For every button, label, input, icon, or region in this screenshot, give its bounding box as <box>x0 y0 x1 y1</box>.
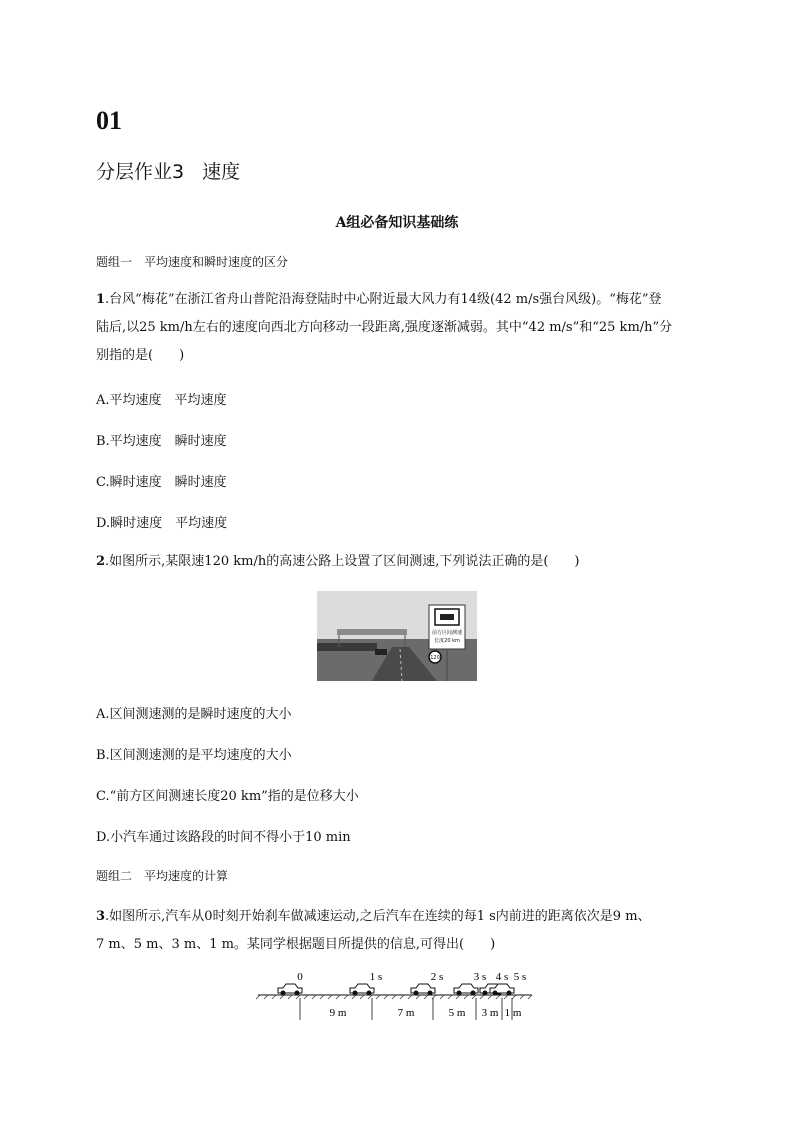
q2-option-a[interactable]: A.区间测速测的是瞬时速度的大小 <box>96 707 292 722</box>
time-label-3: 3 s <box>473 971 487 983</box>
group-2-label: 题组二 平均速度的计算 <box>96 869 229 883</box>
car-icon-1 <box>350 984 374 995</box>
q1-option-a[interactable]: A.平均速度 平均速度 <box>96 393 227 408</box>
car-icon-0 <box>278 984 302 995</box>
question-3 <box>96 903 696 959</box>
time-label-4: 4 s <box>495 971 509 983</box>
q1-option-b[interactable]: B.平均速度 瞬时速度 <box>96 434 227 449</box>
time-label-5: 5 s <box>513 971 527 983</box>
q1-number: 1 <box>96 292 106 307</box>
q2-number: 2 <box>96 554 106 569</box>
q2-text: .如图所示,某限速120 km/h的高速公路上设置了区间测速,下列说法正确的是( ) <box>105 554 580 569</box>
question-1 <box>96 286 696 370</box>
highway-photo <box>317 591 477 681</box>
title-part1: 分层作业3 <box>96 161 185 183</box>
q3-line1: .如图所示,汽车从0时刻开始刹车做减速运动,之后汽车在连续的每1 s内前进的距离依次是9 m、 <box>105 909 651 924</box>
car-icon-3 <box>454 984 478 995</box>
q1-option-c[interactable]: C.瞬时速度 瞬时速度 <box>96 475 227 490</box>
braking-diagram <box>256 968 534 1023</box>
speed-limit-sign: 120 <box>430 655 440 661</box>
chapter-number: 01 <box>96 106 122 135</box>
sign-text-2: 长度20 km <box>434 638 460 644</box>
distance-label-4: 1 m <box>504 1007 522 1019</box>
car-icon-2 <box>411 984 435 995</box>
q2-option-b[interactable]: B.区间测速测的是平均速度的大小 <box>96 748 292 763</box>
section-title: A组必备知识基础练 <box>335 215 459 231</box>
question-2 <box>96 548 696 576</box>
sign-text-1: 前方区间测速 <box>431 630 463 636</box>
time-label-2: 2 s <box>430 971 444 983</box>
q3-number: 3 <box>96 909 106 924</box>
q1-line1: 1.台风“梅花”在浙江省舟山普陀沿海登陆时中心附近最大风力有14级(42 m/s强台风级)。“梅花”登 <box>96 292 662 307</box>
distance-label-3: 3 m <box>481 1007 499 1019</box>
time-label-0: 0 <box>297 971 303 983</box>
q3-line2: 7 m、5 m、3 m、1 m。某同学根据题目所提供的信息,可得出( ) <box>96 937 496 952</box>
q1-option-d[interactable]: D.瞬时速度 平均速度 <box>96 516 228 531</box>
distance-label-0: 9 m <box>329 1007 347 1019</box>
q1-line2: 陆后,以25 km/h左右的速度向西北方向移动一段距离,强度逐渐减弱。其中“42 m/s”和“25 km/h”分 <box>96 320 673 335</box>
q2-option-c[interactable]: C.“前方区间测速长度20 km”指的是位移大小 <box>96 789 359 804</box>
title-part2: 速度 <box>202 161 241 183</box>
distance-label-1: 7 m <box>397 1007 415 1019</box>
time-label-1: 1 s <box>369 971 383 983</box>
q2-option-d[interactable]: D.小汽车通过该路段的时间不得小于10 min <box>96 830 351 845</box>
group-1-label: 题组一 平均速度和瞬时速度的区分 <box>96 255 289 269</box>
q1-line3: 别指的是( ) <box>96 348 185 363</box>
page-title <box>96 157 240 184</box>
distance-label-2: 5 m <box>448 1007 466 1019</box>
